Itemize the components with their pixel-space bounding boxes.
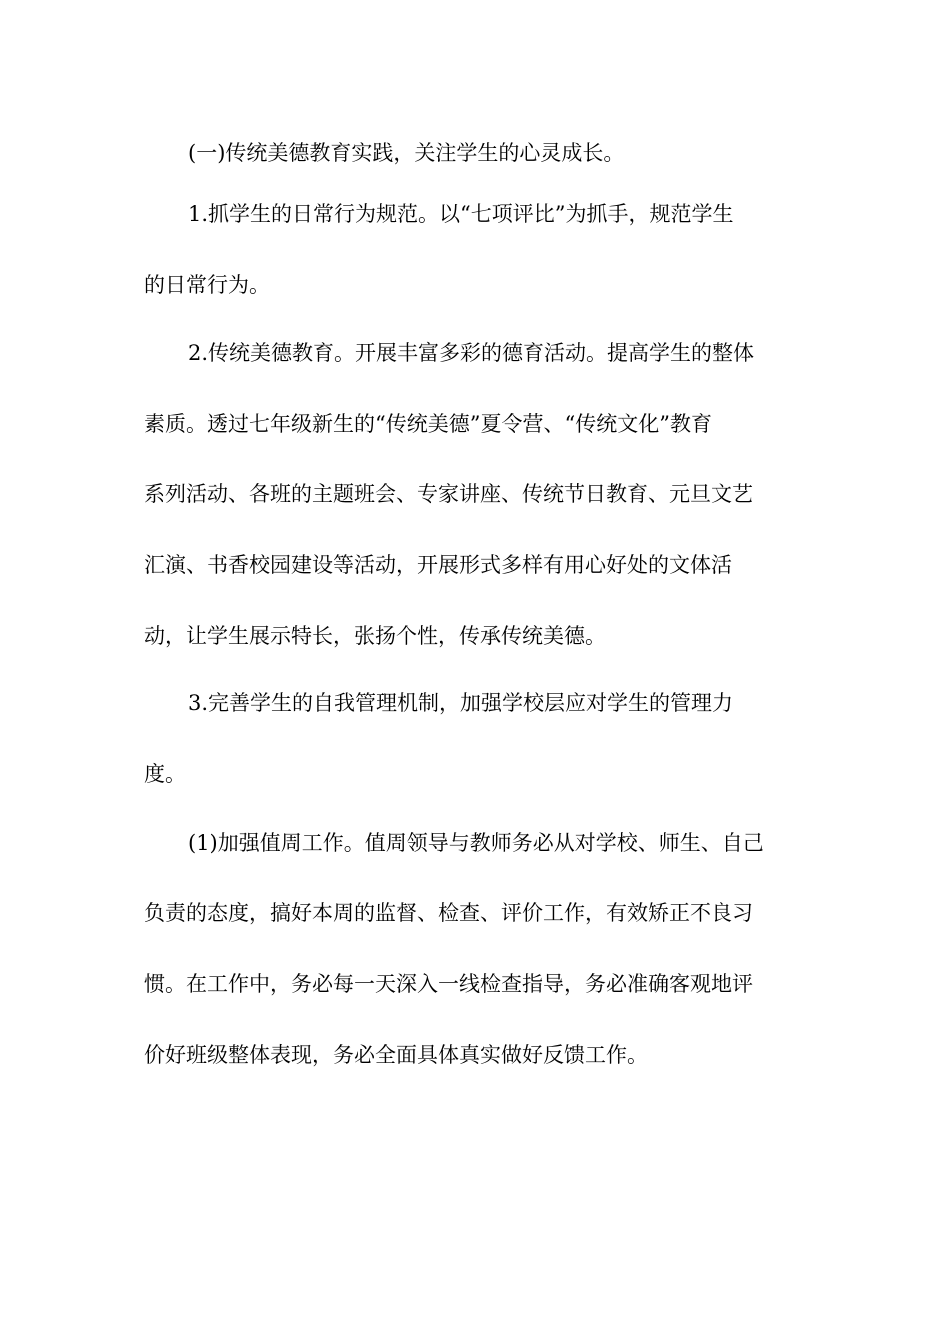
section-heading: (一)传统美德教育实践，关注学生的心灵成长。 xyxy=(188,141,625,165)
paragraph-1-line-2: 的日常行为。 xyxy=(144,273,270,297)
paragraph-2-line-2: 素质。透过七年级新生的“传统美德”夏令营、“传统文化”教育 xyxy=(144,412,712,436)
paragraph-2-line-4: 汇演、书香校园建设等活动，开展形式多样有用心好处的文体活 xyxy=(144,553,732,577)
paragraph-1-line-1: 1.抓学生的日常行为规范。以“七项评比”为抓手，规范学生 xyxy=(188,202,734,226)
paragraph-4-line-2: 负责的态度，搞好本周的监督、检查、评价工作，有效矫正不良习 xyxy=(144,901,753,925)
paragraph-2-line-5: 动，让学生展示特长，张扬个性，传承传统美德。 xyxy=(144,624,606,648)
paragraph-2-line-3: 系列活动、各班的主题班会、专家讲座、传统节日教育、元旦文艺 xyxy=(144,482,753,506)
paragraph-4-line-1: (1)加强值周工作。值周领导与教师务必从对学校、师生、自己 xyxy=(188,831,764,855)
paragraph-2-line-1: 2.传统美德教育。开展丰富多彩的德育活动。提高学生的整体 xyxy=(188,341,755,365)
paragraph-4-line-4: 价好班级整体表现，务必全面具体真实做好反馈工作。 xyxy=(144,1043,648,1067)
paragraph-3-line-2: 度。 xyxy=(144,762,186,786)
paragraph-4-line-3: 惯。在工作中，务必每一天深入一线检查指导，务必准确客观地评 xyxy=(144,972,753,996)
paragraph-3-line-1: 3.完善学生的自我管理机制，加强学校层应对学生的管理力 xyxy=(188,691,734,715)
